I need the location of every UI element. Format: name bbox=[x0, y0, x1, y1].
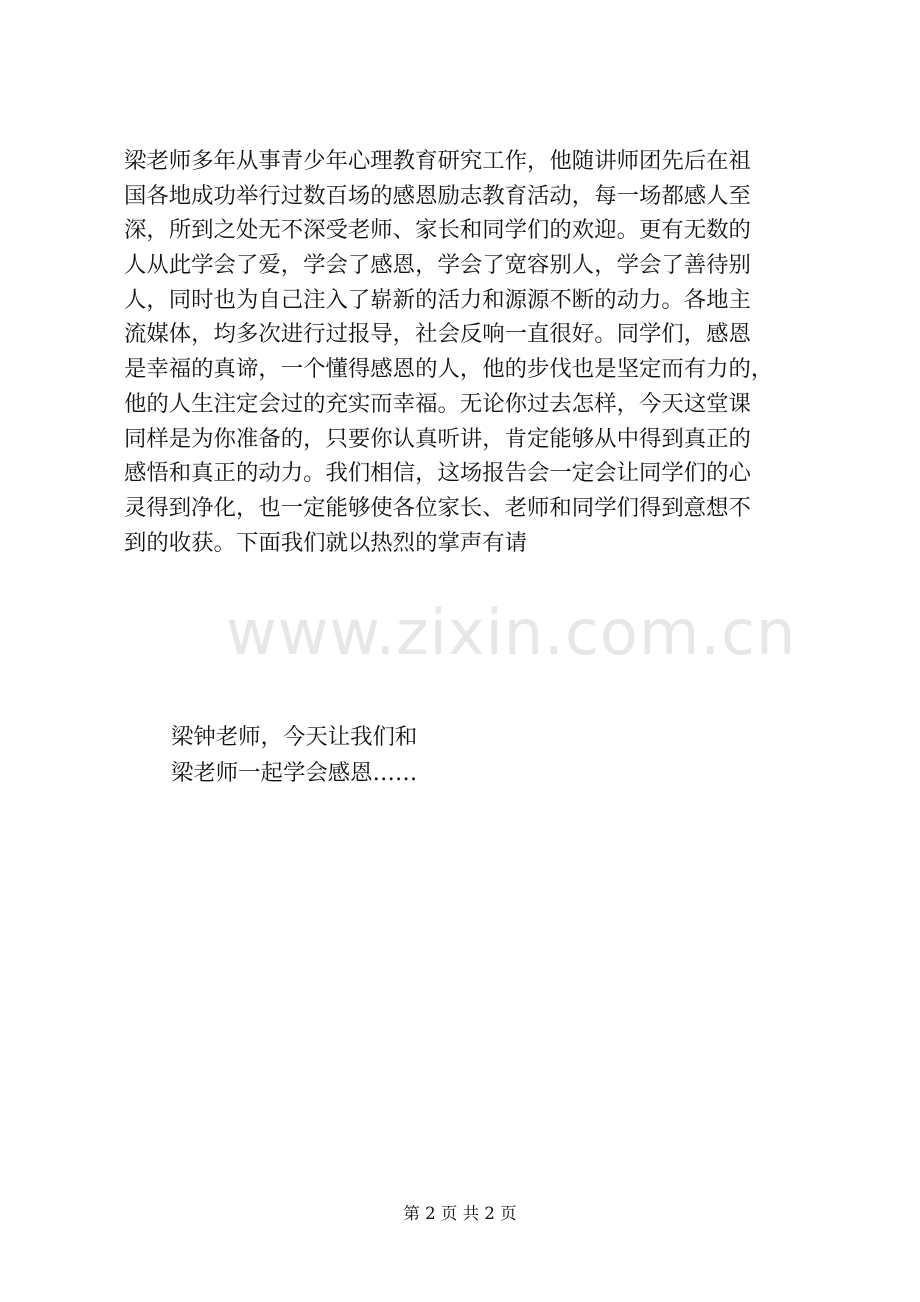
paragraph-line: 深，所到之处无不深受老师、家长和同学们的欢迎。更有无数的 bbox=[124, 217, 751, 244]
paragraph-line: 人，同时也为自己注入了崭新的活力和源源不断的动力。各地主 bbox=[124, 286, 751, 313]
paragraph-line: 灵得到净化，也一定能够使各位家长、老师和同学们得到意想不 bbox=[124, 494, 751, 521]
paragraph-line: 他的人生注定会过的充实而幸福。无论你过去怎样，今天这堂课 bbox=[124, 390, 751, 417]
paragraph-line: 是幸福的真谛，一个懂得感恩的人，他的步伐也是坚定而有力的， bbox=[124, 356, 774, 383]
body-paragraph bbox=[124, 144, 812, 560]
watermark: www.zixin.com.cn bbox=[226, 596, 797, 669]
paragraph-line: 同样是为你准备的，只要你认真听讲，肯定能够从中得到真正的 bbox=[124, 425, 751, 452]
page-number-footer: 第 2 页 共 2 页 bbox=[403, 1204, 517, 1223]
paragraph-line: 国各地成功举行过数百场的感恩励志教育活动，每一场都感人至 bbox=[124, 182, 751, 209]
paragraph-line: 人从此学会了爱，学会了感恩，学会了宽容别人，学会了善待别 bbox=[124, 252, 751, 279]
indented-line: 梁钟老师，今天让我们和 bbox=[171, 724, 418, 750]
paragraph-line: 流媒体，均多次进行过报导，社会反响一直很好。同学们，感恩 bbox=[124, 321, 751, 348]
paragraph-line: 梁老师多年从事青少年心理教育研究工作，他随讲师团先后在祖 bbox=[124, 148, 751, 174]
paragraph-line: 到的收获。下面我们就以热烈的掌声有请 bbox=[124, 529, 528, 556]
paragraph-line: 感悟和真正的动力。我们相信，这场报告会一定会让同学们的心 bbox=[124, 460, 751, 487]
indented-line: 梁老师一起学会感恩…… bbox=[171, 760, 418, 786]
